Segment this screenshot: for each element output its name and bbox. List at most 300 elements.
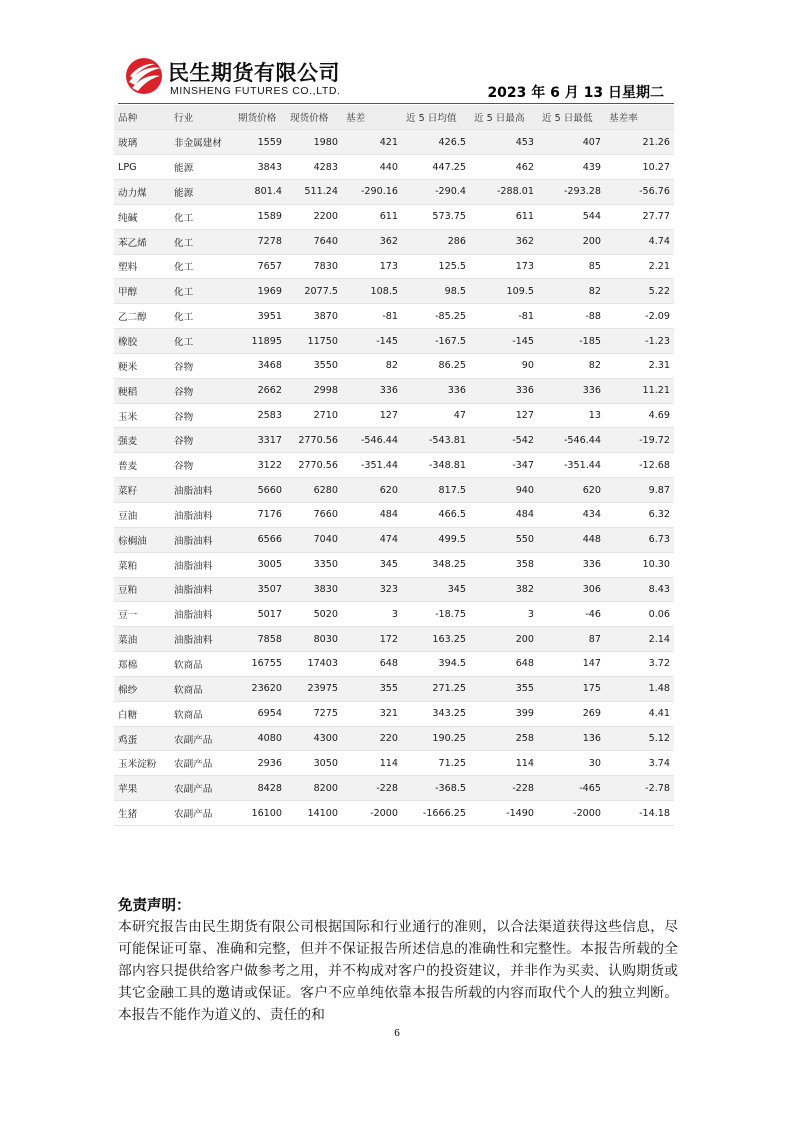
table-row [114,552,674,577]
value-cell: -14.18 [605,801,674,826]
value-cell: 306 [538,577,605,602]
table-body [114,130,674,826]
industry-cell: 谷物 [170,378,234,403]
value-cell: 23975 [286,676,342,701]
value-cell: 71.25 [402,751,470,776]
value-cell: 484 [470,503,538,528]
value-cell: 1.48 [605,676,674,701]
industry-cell: 油脂油料 [170,552,234,577]
value-cell: -368.5 [402,776,470,801]
value-cell: 114 [470,751,538,776]
value-cell: 5.12 [605,726,674,751]
table-row [114,180,674,205]
industry-cell: 油脂油料 [170,602,234,627]
table-row [114,478,674,503]
value-cell: 8.43 [605,577,674,602]
value-cell: -56.76 [605,180,674,205]
value-cell: 5.22 [605,279,674,304]
value-cell: 573.75 [402,204,470,229]
industry-cell: 谷物 [170,353,234,378]
value-cell: -18.75 [402,602,470,627]
value-cell: -19.72 [605,428,674,453]
commodity-cell: 棕榈油 [114,527,170,552]
commodity-cell: 动力煤 [114,180,170,205]
value-cell: 82 [538,279,605,304]
value-cell: 6566 [234,527,286,552]
commodity-cell: 玉米 [114,403,170,428]
value-cell: 355 [342,676,402,701]
value-cell: 336 [538,378,605,403]
table-row [114,403,674,428]
commodity-cell: 菜粕 [114,552,170,577]
value-cell: 173 [342,254,402,279]
table-row [114,751,674,776]
basis-table [114,105,674,826]
value-cell: 421 [342,130,402,155]
industry-cell: 化工 [170,204,234,229]
value-cell: 108.5 [342,279,402,304]
value-cell: -2.78 [605,776,674,801]
value-cell: 7278 [234,229,286,254]
value-cell: 82 [342,353,402,378]
commodity-cell: 纯碱 [114,204,170,229]
table-row [114,676,674,701]
value-cell: 7275 [286,701,342,726]
value-cell: 343.25 [402,701,470,726]
column-header: 近 5 日最高 [470,105,538,130]
commodity-cell: 豆一 [114,602,170,627]
value-cell: 3870 [286,304,342,329]
industry-cell: 能源 [170,155,234,180]
value-cell: 258 [470,726,538,751]
value-cell: 200 [538,229,605,254]
value-cell: 27.77 [605,204,674,229]
value-cell: -185 [538,329,605,354]
commodity-cell: 豆油 [114,503,170,528]
value-cell: 8428 [234,776,286,801]
value-cell: 86.25 [402,353,470,378]
industry-cell: 软商品 [170,701,234,726]
commodity-cell: 粳米 [114,353,170,378]
value-cell: 286 [402,229,470,254]
value-cell: 648 [470,652,538,677]
commodity-cell: 塑料 [114,254,170,279]
industry-cell: 化工 [170,254,234,279]
commodity-cell: 豆粕 [114,577,170,602]
commodity-cell: 乙二醇 [114,304,170,329]
value-cell: -348.81 [402,453,470,478]
value-cell: 2662 [234,378,286,403]
value-cell: 4.74 [605,229,674,254]
value-cell: -351.44 [342,453,402,478]
value-cell: 173 [470,254,538,279]
disclaimer-section [118,896,678,1026]
industry-cell: 非金属建材 [170,130,234,155]
value-cell: 544 [538,204,605,229]
value-cell: 355 [470,676,538,701]
value-cell: 321 [342,701,402,726]
value-cell: 7660 [286,503,342,528]
commodity-cell: 棉纱 [114,676,170,701]
value-cell: 47 [402,403,470,428]
column-header: 行业 [170,105,234,130]
value-cell: 499.5 [402,527,470,552]
value-cell: -546.44 [342,428,402,453]
value-cell: 7040 [286,527,342,552]
industry-cell: 谷物 [170,428,234,453]
value-cell: 1589 [234,204,286,229]
commodity-cell: 苯乙烯 [114,229,170,254]
value-cell: -167.5 [402,329,470,354]
value-cell: 114 [342,751,402,776]
value-cell: 127 [342,403,402,428]
value-cell: 30 [538,751,605,776]
value-cell: 6.73 [605,527,674,552]
value-cell: 3843 [234,155,286,180]
value-cell: -1490 [470,801,538,826]
value-cell: -81 [470,304,538,329]
value-cell: 648 [342,652,402,677]
value-cell: 336 [402,378,470,403]
value-cell: -2000 [538,801,605,826]
value-cell: -88 [538,304,605,329]
value-cell: 7657 [234,254,286,279]
table-header-row [114,105,674,130]
value-cell: -293.28 [538,180,605,205]
table-row [114,602,674,627]
value-cell: 3507 [234,577,286,602]
table-row [114,353,674,378]
value-cell: 3050 [286,751,342,776]
value-cell: 462 [470,155,538,180]
value-cell: 82 [538,353,605,378]
value-cell: 2998 [286,378,342,403]
value-cell: 4300 [286,726,342,751]
value-cell: 2770.56 [286,428,342,453]
value-cell: -290.4 [402,180,470,205]
value-cell: 336 [470,378,538,403]
value-cell: 2710 [286,403,342,428]
commodity-cell: 郑棉 [114,652,170,677]
value-cell: 434 [538,503,605,528]
value-cell: 147 [538,652,605,677]
table-row [114,453,674,478]
value-cell: 13 [538,403,605,428]
table-row [114,801,674,826]
value-cell: 611 [470,204,538,229]
value-cell: 345 [342,552,402,577]
column-header: 近 5 日最低 [538,105,605,130]
commodity-cell: 白糖 [114,701,170,726]
table-row [114,701,674,726]
value-cell: 21.26 [605,130,674,155]
value-cell: 474 [342,527,402,552]
value-cell: -465 [538,776,605,801]
value-cell: -347 [470,453,538,478]
value-cell: 447.25 [402,155,470,180]
value-cell: 87 [538,627,605,652]
industry-cell: 油脂油料 [170,478,234,503]
table-row [114,254,674,279]
value-cell: 336 [538,552,605,577]
value-cell: 10.27 [605,155,674,180]
value-cell: 362 [470,229,538,254]
value-cell: -2000 [342,801,402,826]
value-cell: 9.87 [605,478,674,503]
value-cell: -288.01 [470,180,538,205]
table-row [114,776,674,801]
industry-cell: 农副产品 [170,726,234,751]
value-cell: 817.5 [402,478,470,503]
value-cell: -2.09 [605,304,674,329]
value-cell: 23620 [234,676,286,701]
value-cell: 382 [470,577,538,602]
value-cell: 3350 [286,552,342,577]
value-cell: 1559 [234,130,286,155]
value-cell: 11.21 [605,378,674,403]
commodity-cell: 强麦 [114,428,170,453]
value-cell: -46 [538,602,605,627]
value-cell: -228 [342,776,402,801]
value-cell: 620 [342,478,402,503]
value-cell: -1.23 [605,329,674,354]
value-cell: -542 [470,428,538,453]
table-row [114,577,674,602]
report-header [118,52,678,104]
table-row [114,527,674,552]
industry-cell: 农副产品 [170,751,234,776]
disclaimer-text: 本研究报告由民生期货有限公司根据国际和行业通行的准则，以合法渠道获得这些信息，尽可能保证可靠、准确和完整，但并不保证报告所述信息的准确性和完整性。本报告所载的全部内容只提供给客户做参考之用，并不构成对客户的投资建议，并非作为买卖、认购期货或其它金融工具的邀请或保证。客户不应单纯依靠本报告所载的内容而取代个人的独立判断。本报告不能作为道义的、责任的和 [118,919,678,1023]
industry-cell: 化工 [170,329,234,354]
value-cell: 2.14 [605,627,674,652]
header-divider [118,103,674,104]
table-row [114,428,674,453]
industry-cell: 油脂油料 [170,527,234,552]
value-cell: 439 [538,155,605,180]
value-cell: -145 [342,329,402,354]
value-cell: 484 [342,503,402,528]
value-cell: 7830 [286,254,342,279]
company-name-en: MINSHENG FUTURES CO.,LTD. [170,85,341,97]
table-row [114,378,674,403]
table-row [114,304,674,329]
value-cell: 4.41 [605,701,674,726]
value-cell: 10.30 [605,552,674,577]
value-cell: 6280 [286,478,342,503]
value-cell: 3550 [286,353,342,378]
value-cell: 2770.56 [286,453,342,478]
value-cell: 620 [538,478,605,503]
industry-cell: 化工 [170,279,234,304]
value-cell: 440 [342,155,402,180]
column-header: 近 5 日均值 [402,105,470,130]
value-cell: -546.44 [538,428,605,453]
value-cell: 4283 [286,155,342,180]
industry-cell: 农副产品 [170,776,234,801]
value-cell: -290.16 [342,180,402,205]
value-cell: 3 [470,602,538,627]
value-cell: 16755 [234,652,286,677]
page-number: 6 [394,1027,400,1039]
value-cell: 136 [538,726,605,751]
value-cell: 4.69 [605,403,674,428]
column-header: 品种 [114,105,170,130]
value-cell: 7176 [234,503,286,528]
table-row [114,726,674,751]
value-cell: 394.5 [402,652,470,677]
value-cell: 2.31 [605,353,674,378]
value-cell: 511.24 [286,180,342,205]
commodity-cell: 苹果 [114,776,170,801]
value-cell: 940 [470,478,538,503]
industry-cell: 谷物 [170,403,234,428]
value-cell: 7640 [286,229,342,254]
table-row [114,130,674,155]
commodity-cell: 玉米淀粉 [114,751,170,776]
table-row [114,652,674,677]
industry-cell: 化工 [170,229,234,254]
value-cell: 336 [342,378,402,403]
table-row [114,329,674,354]
value-cell: 0.06 [605,602,674,627]
minsheng-logo-icon [124,56,164,96]
commodity-cell: 菜籽 [114,478,170,503]
value-cell: 5660 [234,478,286,503]
table-row [114,155,674,180]
value-cell: -543.81 [402,428,470,453]
column-header: 基差 [342,105,402,130]
value-cell: 11895 [234,329,286,354]
commodity-cell: 普麦 [114,453,170,478]
value-cell: 3468 [234,353,286,378]
commodity-cell: LPG [114,155,170,180]
value-cell: 453 [470,130,538,155]
column-header: 基差率 [605,105,674,130]
value-cell: 2936 [234,751,286,776]
value-cell: 5020 [286,602,342,627]
table-row [114,204,674,229]
industry-cell: 能源 [170,180,234,205]
value-cell: -228 [470,776,538,801]
value-cell: 345 [402,577,470,602]
value-cell: 6.32 [605,503,674,528]
industry-cell: 软商品 [170,652,234,677]
value-cell: 2077.5 [286,279,342,304]
value-cell: 362 [342,229,402,254]
value-cell: 3317 [234,428,286,453]
value-cell: 4080 [234,726,286,751]
column-header: 现货价格 [286,105,342,130]
value-cell: 269 [538,701,605,726]
commodity-cell: 粳稻 [114,378,170,403]
commodity-cell: 橡胶 [114,329,170,354]
commodity-cell: 生猪 [114,801,170,826]
industry-cell: 软商品 [170,676,234,701]
value-cell: 348.25 [402,552,470,577]
value-cell: 6954 [234,701,286,726]
value-cell: 8200 [286,776,342,801]
value-cell: 323 [342,577,402,602]
value-cell: 7858 [234,627,286,652]
value-cell: -85.25 [402,304,470,329]
industry-cell: 谷物 [170,453,234,478]
value-cell: 163.25 [402,627,470,652]
value-cell: 5017 [234,602,286,627]
value-cell: -351.44 [538,453,605,478]
value-cell: 271.25 [402,676,470,701]
value-cell: 11750 [286,329,342,354]
industry-cell: 农副产品 [170,801,234,826]
value-cell: 426.5 [402,130,470,155]
value-cell: 14100 [286,801,342,826]
table-row [114,627,674,652]
company-name-cn: 民生期货有限公司 [168,61,340,85]
value-cell: 175 [538,676,605,701]
value-cell: 200 [470,627,538,652]
report-date: 2023 年 6 月 13 日星期二 [487,85,664,101]
value-cell: 220 [342,726,402,751]
disclaimer-title: 免责声明： [118,898,191,914]
table-row [114,503,674,528]
value-cell: 127 [470,403,538,428]
value-cell: 466.5 [402,503,470,528]
value-cell: 3.72 [605,652,674,677]
commodity-cell: 菜油 [114,627,170,652]
value-cell: -145 [470,329,538,354]
value-cell: 90 [470,353,538,378]
value-cell: -81 [342,304,402,329]
commodity-cell: 甲醇 [114,279,170,304]
value-cell: 550 [470,527,538,552]
value-cell: 801.4 [234,180,286,205]
value-cell: 448 [538,527,605,552]
value-cell: 407 [538,130,605,155]
value-cell: 125.5 [402,254,470,279]
commodity-cell: 玻璃 [114,130,170,155]
value-cell: 2583 [234,403,286,428]
table-row [114,279,674,304]
value-cell: 172 [342,627,402,652]
value-cell: 190.25 [402,726,470,751]
value-cell: 1980 [286,130,342,155]
value-cell: 3830 [286,577,342,602]
value-cell: 2.21 [605,254,674,279]
value-cell: 1969 [234,279,286,304]
column-header: 期货价格 [234,105,286,130]
value-cell: 98.5 [402,279,470,304]
value-cell: 3.74 [605,751,674,776]
value-cell: 611 [342,204,402,229]
value-cell: 3122 [234,453,286,478]
industry-cell: 化工 [170,304,234,329]
value-cell: -12.68 [605,453,674,478]
industry-cell: 油脂油料 [170,627,234,652]
value-cell: 109.5 [470,279,538,304]
value-cell: 85 [538,254,605,279]
value-cell: 399 [470,701,538,726]
commodity-cell: 鸡蛋 [114,726,170,751]
value-cell: 17403 [286,652,342,677]
value-cell: 8030 [286,627,342,652]
value-cell: 16100 [234,801,286,826]
value-cell: 3951 [234,304,286,329]
value-cell: 2200 [286,204,342,229]
industry-cell: 油脂油料 [170,577,234,602]
industry-cell: 油脂油料 [170,503,234,528]
value-cell: 3 [342,602,402,627]
basis-table-container [114,105,674,826]
value-cell: 3005 [234,552,286,577]
